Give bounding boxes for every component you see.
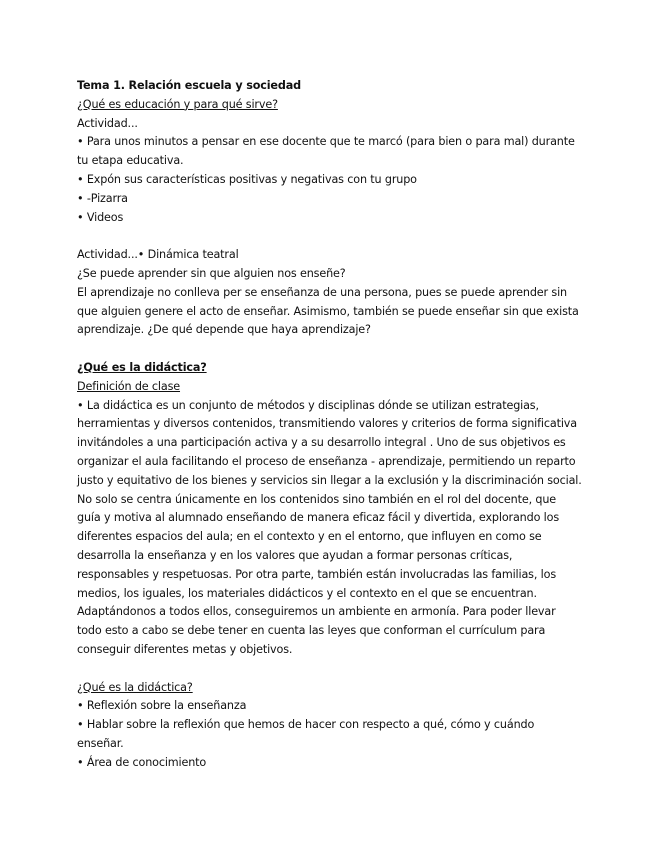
- section-1-bullet-2: • Expón sus características positivas y negativas con tu grupo: [77, 172, 417, 186]
- section-3-subtitle: Definición de clase: [77, 379, 181, 393]
- document-page: [77, 77, 582, 772]
- spacer: [77, 660, 582, 679]
- section-4-bullet-1: • Reflexión sobre la enseñanza: [77, 699, 247, 713]
- spacer: [77, 227, 582, 246]
- section-2-activity-line: Actividad...• Dinámica teatral: [77, 248, 239, 262]
- section-4-bullet-2: • Hablar sobre la reflexión que hemos de hacer con respecto a qué, cómo y cuándo enseñar.: [77, 718, 535, 750]
- section-4-question: ¿Qué es la didáctica?: [77, 680, 193, 694]
- section-1-bullet-1: • Para unos minutos a pensar en ese docente que te marcó (para bien o para mal) durante tu etapa educativa.: [77, 135, 575, 168]
- section-3-title: ¿Qué es la didáctica?: [77, 360, 207, 374]
- section-2-question: ¿Se puede aprender sin que alguien nos enseñe?: [77, 266, 346, 280]
- section-3-paragraph: • La didáctica es un conjunto de métodos y disciplinas dónde se utilizan estrategias, herramientas y diversos contenidos, transmitiendo valores y criterios de forma significativa invitándoles a una participación activa y a su desarrollo integral . Uno de sus objetivos es organizar el aula facilitando el proceso de enseñanza - aprendizaje, permitiendo un reparto justo y equitativo de los bienes y servicios sin llegar a la exclusión y la discriminación social. No solo se centra únicamente en los contenidos sino también en el rol del docente, que guía y motiva al alumnado enseñando de manera eficaz fácil y divertida, explorando los diferentes espacios del aula; en el contexto y en el entorno, que influyen en como se desarrolla la enseñanza y en los valores que ayudan a formar personas críticas, responsables y respetuosas. Por otra parte, también están involucradas las familias, los medios, los iguales, los materiales didácticos y el contexto en el que se encuentran. Adaptándonos a todos ellos, conseguiremos un ambiente en armonía. Para poder llevar todo esto a cabo se debe tener en cuenta las leyes que conforman el currículum para conseguir diferentes metas y objetivos.: [77, 398, 582, 656]
- section-1-question: ¿Qué es educación y para qué sirve?: [77, 97, 278, 111]
- section-1-bullet-3: • -Pizarra: [77, 191, 128, 205]
- section-4-bullet-3: • Área de conocimiento: [77, 755, 207, 769]
- section-1-bullet-4: • Videos: [77, 210, 124, 224]
- section-1-title: Tema 1. Relación escuela y sociedad: [77, 79, 301, 92]
- spacer: [77, 340, 582, 359]
- section-2-paragraph: El aprendizaje no conlleva per se enseñanza de una persona, pues se puede aprender sin que alguien genere el acto de enseñar. Asimismo, también se puede enseñar sin que exista aprendizaje. ¿De qué depende que haya aprendizaje?: [77, 285, 579, 337]
- section-1-activity-label: Actividad...: [77, 116, 138, 130]
